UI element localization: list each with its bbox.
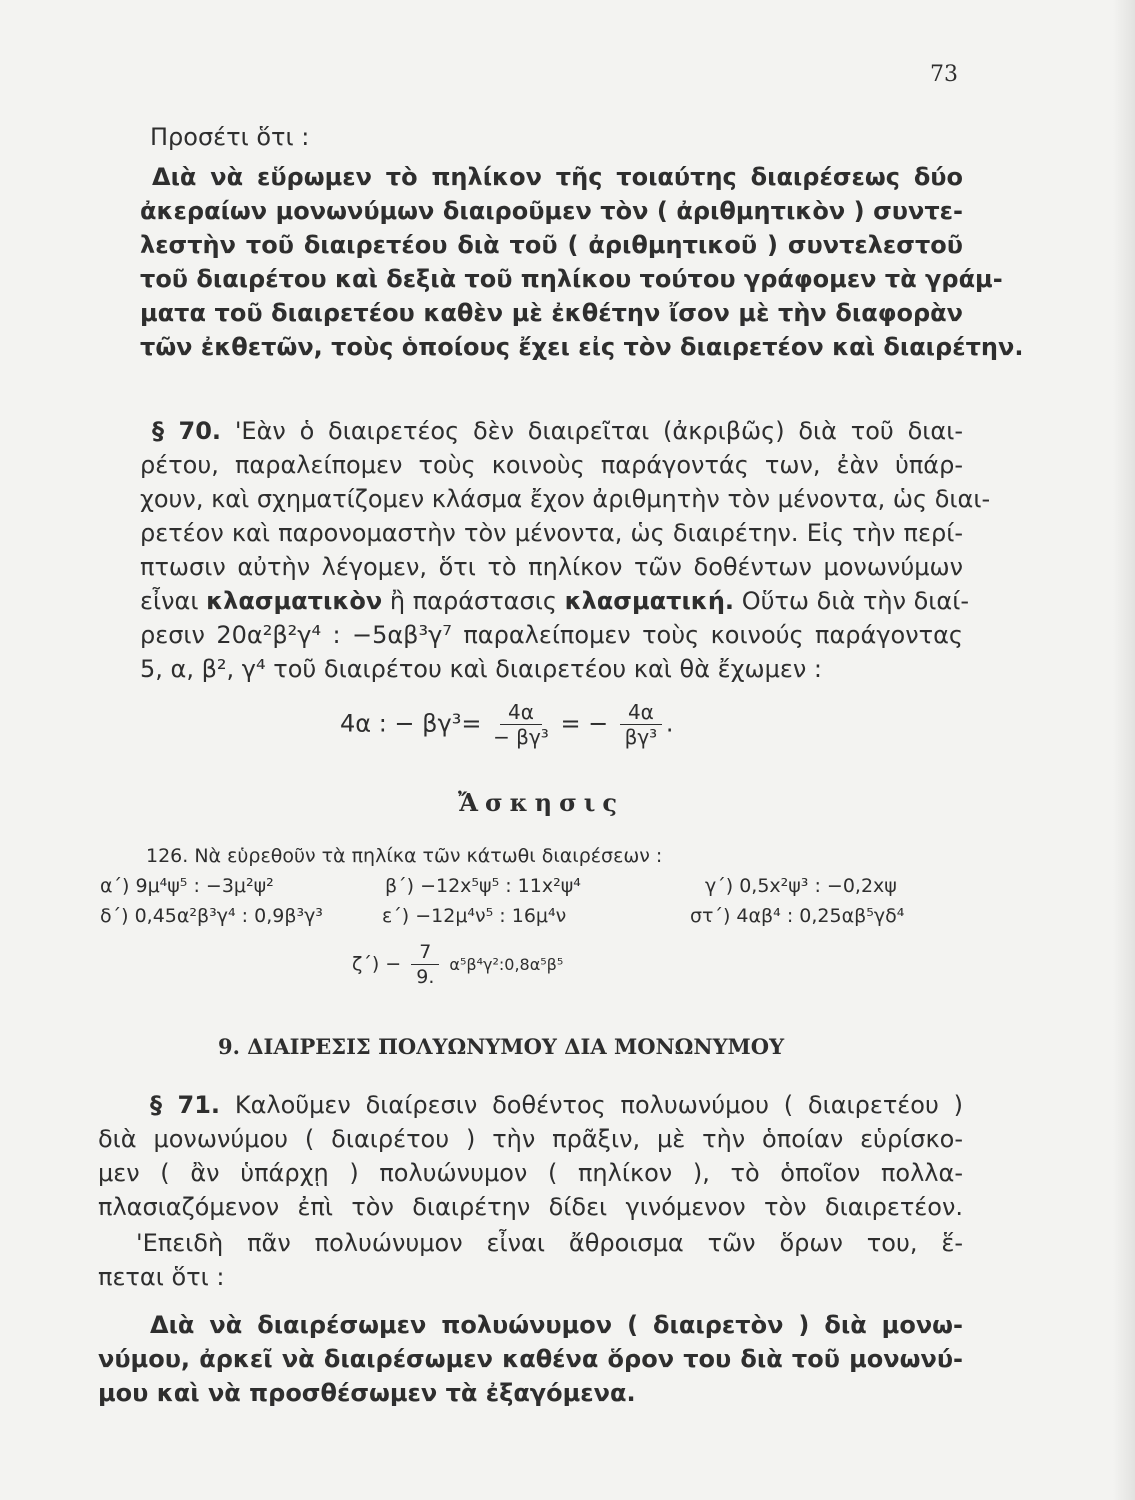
fraction bbox=[620, 700, 662, 749]
numerator: 4α bbox=[620, 700, 662, 725]
rule-2 bbox=[98, 1308, 963, 1410]
page-edge-shadow bbox=[1113, 0, 1135, 1500]
formula-70 bbox=[340, 700, 674, 749]
exercise-item: α΄) 9μ⁴ψ⁵ : −3μ²ψ² bbox=[100, 875, 274, 897]
section-label: § 71. bbox=[150, 1091, 221, 1119]
rule-line: λεστὴν τοῦ διαιρετέου διὰ τοῦ ( ἀριθμητικοῦ ) συντελεστοῦ bbox=[140, 231, 963, 259]
fraction bbox=[411, 940, 439, 989]
period: . bbox=[665, 709, 674, 738]
rule-line: ματα τοῦ διαιρετέου καθὲν μὲ ἐκθέτην ἴσον μὲ τὴν διαφορὰν bbox=[140, 299, 963, 327]
exercise-item: ε΄) −12μ⁴ν⁵ : 16μ⁴ν bbox=[382, 905, 567, 927]
intro-block bbox=[140, 120, 963, 154]
rule-1 bbox=[140, 160, 1024, 364]
item-expression: α⁵β⁴γ²:0,8α⁵β⁵ bbox=[449, 955, 564, 974]
exercise-item-zeta bbox=[352, 940, 563, 989]
item-label: ζ΄) − bbox=[352, 953, 402, 975]
text-line: μεν ( ἂν ὑπάρχῃ ) πολυώνυμον ( πηλίκον ), τὸ ὁποῖον πολλα- bbox=[98, 1159, 963, 1187]
text: ἢ παράστασις bbox=[389, 587, 557, 615]
exercise-item: γ΄) 0,5x²ψ³ : −0,2xψ bbox=[705, 875, 897, 897]
section-71 bbox=[98, 1088, 963, 1294]
text: Οὕτω διὰ τὴν διαί- bbox=[741, 587, 970, 615]
bold-term: κλασματική. bbox=[564, 587, 735, 615]
section-heading: 9. ΔΙΑΙΡΕΣΙΣ ΠΟΛΥΩΝΥΜΟΥ ΔΙΑ ΜΟΝΩΝΥΜΟΥ bbox=[218, 1034, 785, 1059]
exercises-title: Ἄσκησις bbox=[458, 788, 625, 817]
rule-line: τῶν ἐκθετῶν, τοὺς ὁποίους ἔχει εἰς τὸν διαιρετέον καὶ διαιρέτην. bbox=[140, 333, 1024, 361]
numerator: 7 bbox=[411, 940, 439, 965]
denominator: 9. bbox=[416, 966, 435, 988]
rule-line: μου καὶ νὰ προσθέσωμεν τὰ ἐξαγόμενα. bbox=[98, 1379, 636, 1407]
exercise-item: δ΄) 0,45α²β³γ⁴ : 0,9β³γ³ bbox=[100, 905, 323, 927]
text-line: 'Επειδὴ πᾶν πολυώνυμον εἶναι ἄθροισμα τῶν ὅρων του, ἕ- bbox=[136, 1229, 963, 1257]
numerator: 4α bbox=[500, 700, 542, 725]
text-line: Καλοῦμεν διαίρεσιν δοθέντος πολυωνύμου ( διαιρετέου ) bbox=[234, 1091, 963, 1119]
text-line: ρεσιν 20α²β²γ⁴ : −5αβ³γ⁷ παραλείπομεν τοὺς κοινούς παράγοντας bbox=[140, 621, 963, 649]
denominator: βγ³ bbox=[624, 725, 658, 749]
intro-text: Προσέτι ὅτι : bbox=[150, 123, 310, 151]
text-line: 'Εὰν ὁ διαιρετέος δὲν διαιρεῖται (ἀκριβῶς) διὰ τοῦ διαι- bbox=[234, 417, 963, 445]
exercise-intro: 126. Νὰ εὑρεθοῦν τὰ πηλίκα τῶν κάτωθι διαιρέσεων : bbox=[146, 845, 663, 867]
page-number: 73 bbox=[930, 62, 958, 87]
rule-line: Διὰ νὰ εὕρωμεν τὸ πηλίκον τῆς τοιαύτης διαιρέσεως δύο bbox=[152, 163, 963, 191]
text-line: ρετέον καὶ παρονομαστὴν τὸν μένοντα, ὡς διαιρέτην. Εἰς τὴν περί- bbox=[140, 519, 963, 547]
bold-term: κλασματικὸν bbox=[206, 587, 383, 615]
text-line: διὰ μονωνύμου ( διαιρέτου ) τὴν πρᾶξιν, μὲ τὴν ὁποίαν εὑρίσκο- bbox=[98, 1125, 963, 1153]
rule-line: τοῦ διαιρέτου καὶ δεξιὰ τοῦ πηλίκου τούτου γράφομεν τὰ γράμ- bbox=[140, 265, 1003, 293]
section-label: § 70. bbox=[152, 417, 222, 445]
section-70 bbox=[140, 414, 991, 686]
exercise-item: β΄) −12x⁵ψ⁵ : 11x²ψ⁴ bbox=[385, 875, 581, 897]
text-line: πτωσιν αὐτὴν λέγομεν, ὅτι τὸ πηλίκον τῶν δοθέντων μονωνύμων bbox=[140, 553, 963, 581]
rule-line: ἀκεραίων μονωνύμων διαιροῦμεν τὸν ( ἀριθμητικὸν ) συντε- bbox=[140, 197, 963, 225]
exercise-item: στ΄) 4αβ⁴ : 0,25αβ⁵γδ⁴ bbox=[690, 905, 905, 927]
fraction bbox=[493, 700, 549, 749]
text-line: πλασιαζόμενον ἐπὶ τὸν διαιρέτην δίδει γινόμενον τὸν διαιρετέον. bbox=[98, 1193, 963, 1221]
text-line-mixed bbox=[140, 584, 970, 618]
text: εἶναι bbox=[140, 587, 199, 615]
rule-line: νύμου, ἀρκεῖ νὰ διαιρέσωμεν καθένα ὅρον του διὰ τοῦ μονωνύ- bbox=[98, 1345, 963, 1373]
text-line: χουν, καὶ σχηματίζομεν κλάσμα ἔχον ἀριθμητὴν τὸν μένοντα, ὡς διαι- bbox=[140, 485, 991, 513]
text-line: πεται ὅτι : bbox=[98, 1263, 225, 1291]
formula-mid: = − bbox=[560, 709, 609, 738]
denominator: − βγ³ bbox=[493, 725, 549, 749]
text-line: 5, α, β², γ⁴ τοῦ διαιρέτου καὶ διαιρετέου καὶ θὰ ἔχωμεν : bbox=[140, 655, 822, 683]
rule-line: Διὰ νὰ διαιρέσωμεν πολυώνυμον ( διαιρετὸν ) διὰ μονω- bbox=[150, 1311, 963, 1339]
text-line: ρέτου, παραλείπομεν τοὺς κοινοὺς παράγοντάς των, ἐὰν ὑπάρ- bbox=[140, 451, 963, 479]
formula-lhs: 4α : − βγ³= bbox=[340, 709, 482, 738]
